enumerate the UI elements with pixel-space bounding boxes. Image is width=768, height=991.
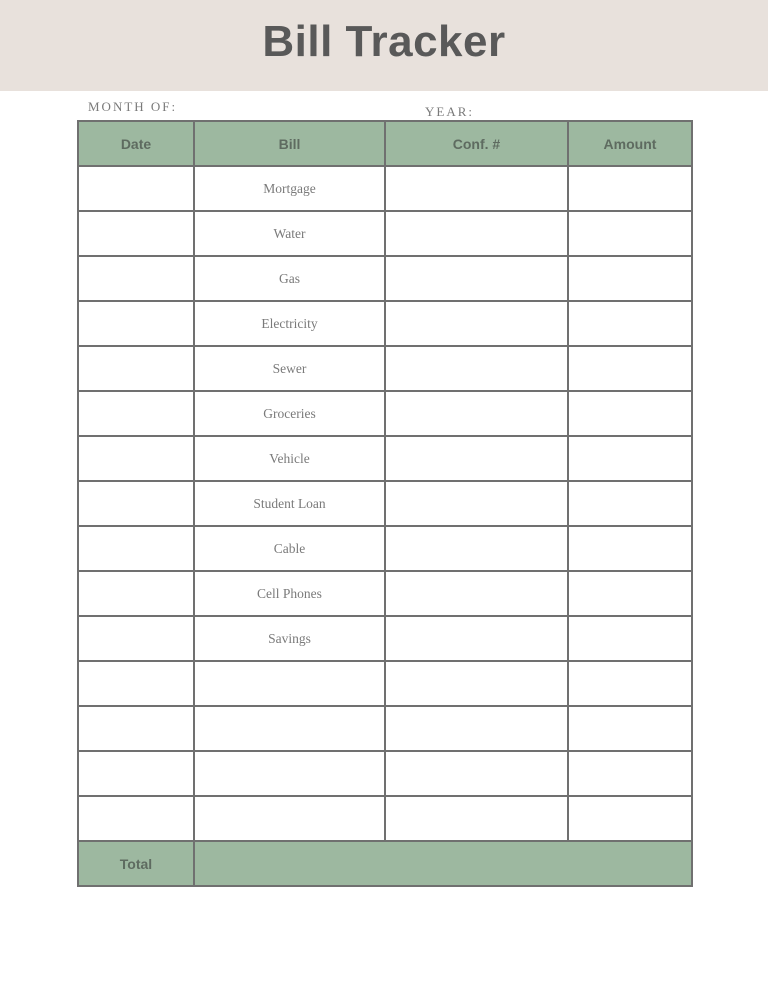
table-row — [78, 256, 692, 301]
date-cell[interactable] — [78, 706, 194, 751]
amount-cell[interactable] — [568, 706, 692, 751]
header-date: Date — [78, 121, 194, 166]
table-row — [78, 391, 692, 436]
amount-cell[interactable] — [568, 256, 692, 301]
conf-cell[interactable] — [385, 796, 568, 841]
date-cell[interactable] — [78, 211, 194, 256]
conf-cell[interactable] — [385, 166, 568, 211]
page-title: Bill Tracker — [262, 17, 506, 66]
date-cell[interactable] — [78, 526, 194, 571]
date-cell[interactable] — [78, 256, 194, 301]
amount-cell[interactable] — [568, 166, 692, 211]
bill-cell[interactable]: Mortgage — [194, 166, 385, 211]
bill-tracker-table — [77, 120, 693, 887]
date-cell[interactable] — [78, 661, 194, 706]
amount-cell[interactable] — [568, 436, 692, 481]
date-cell[interactable] — [78, 301, 194, 346]
bill-cell[interactable] — [194, 661, 385, 706]
bill-cell[interactable]: Groceries — [194, 391, 385, 436]
conf-cell[interactable] — [385, 436, 568, 481]
amount-cell[interactable] — [568, 661, 692, 706]
table-row — [78, 436, 692, 481]
bill-cell[interactable]: Student Loan — [194, 481, 385, 526]
total-label: Total — [78, 841, 194, 886]
amount-cell[interactable] — [568, 796, 692, 841]
bill-cell[interactable] — [194, 706, 385, 751]
table-row — [78, 661, 692, 706]
total-value-cell[interactable] — [194, 841, 692, 886]
conf-cell[interactable] — [385, 751, 568, 796]
amount-cell[interactable] — [568, 616, 692, 661]
header-bill: Bill — [194, 121, 385, 166]
bill-cell[interactable]: Sewer — [194, 346, 385, 391]
bill-cell[interactable]: Cable — [194, 526, 385, 571]
conf-cell[interactable] — [385, 526, 568, 571]
amount-cell[interactable] — [568, 301, 692, 346]
bill-cell[interactable]: Water — [194, 211, 385, 256]
date-cell[interactable] — [78, 571, 194, 616]
header-amount: Amount — [568, 121, 692, 166]
table-row — [78, 616, 692, 661]
conf-cell[interactable] — [385, 346, 568, 391]
table-row — [78, 706, 692, 751]
date-cell[interactable] — [78, 166, 194, 211]
amount-cell[interactable] — [568, 526, 692, 571]
conf-cell[interactable] — [385, 481, 568, 526]
date-cell[interactable] — [78, 796, 194, 841]
bill-cell[interactable]: Electricity — [194, 301, 385, 346]
bill-cell[interactable]: Gas — [194, 256, 385, 301]
header-conf: Conf. # — [385, 121, 568, 166]
table-row — [78, 526, 692, 571]
amount-cell[interactable] — [568, 481, 692, 526]
conf-cell[interactable] — [385, 301, 568, 346]
conf-cell[interactable] — [385, 706, 568, 751]
bill-cell[interactable]: Savings — [194, 616, 385, 661]
date-cell[interactable] — [78, 751, 194, 796]
table-row — [78, 211, 692, 256]
table-header-row — [78, 121, 692, 166]
total-row — [78, 841, 692, 886]
date-cell[interactable] — [78, 346, 194, 391]
conf-cell[interactable] — [385, 571, 568, 616]
bill-cell[interactable]: Cell Phones — [194, 571, 385, 616]
year-label: YEAR: — [425, 104, 474, 119]
conf-cell[interactable] — [385, 211, 568, 256]
amount-cell[interactable] — [568, 751, 692, 796]
date-cell[interactable] — [78, 616, 194, 661]
date-cell[interactable] — [78, 391, 194, 436]
conf-cell[interactable] — [385, 256, 568, 301]
table-row — [78, 346, 692, 391]
amount-cell[interactable] — [568, 571, 692, 616]
date-cell[interactable] — [78, 436, 194, 481]
bill-cell[interactable] — [194, 796, 385, 841]
amount-cell[interactable] — [568, 391, 692, 436]
conf-cell[interactable] — [385, 661, 568, 706]
amount-cell[interactable] — [568, 346, 692, 391]
conf-cell[interactable] — [385, 391, 568, 436]
table-row — [78, 571, 692, 616]
table-row — [78, 796, 692, 841]
bill-cell[interactable] — [194, 751, 385, 796]
table-row — [78, 481, 692, 526]
bill-cell[interactable]: Vehicle — [194, 436, 385, 481]
amount-cell[interactable] — [568, 211, 692, 256]
table-row — [78, 301, 692, 346]
date-cell[interactable] — [78, 481, 194, 526]
month-of-label: MONTH OF: — [88, 99, 178, 114]
table-row — [78, 166, 692, 211]
table-row — [78, 751, 692, 796]
conf-cell[interactable] — [385, 616, 568, 661]
